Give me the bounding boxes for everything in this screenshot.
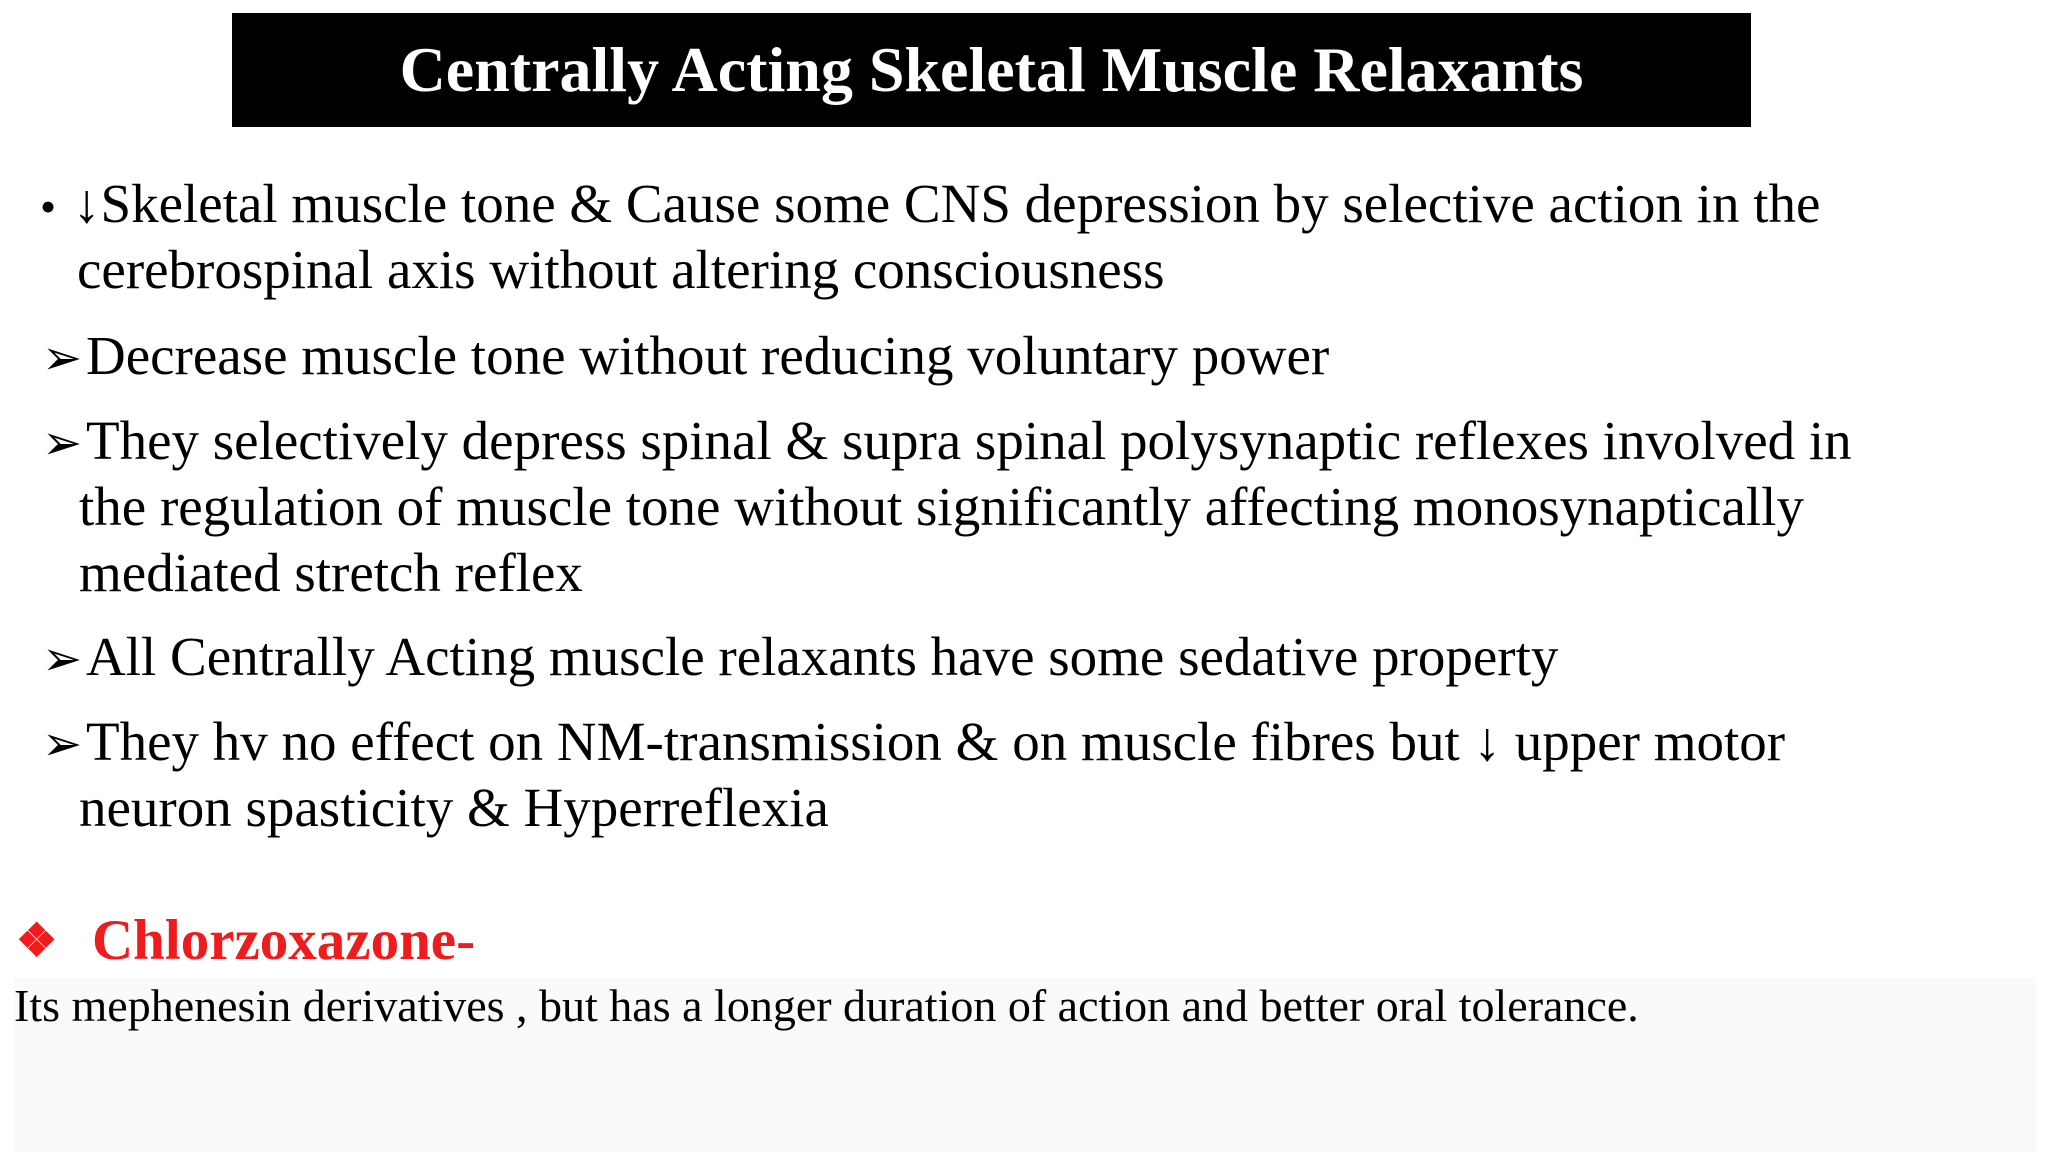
bullet-text: All Centrally Acting muscle relaxants have some sedative property	[86, 626, 1559, 687]
section-description: Its mephenesin derivatives , but has a longer duration of action and better oral tolerance.	[14, 980, 1639, 1031]
bullet-item-2	[42, 323, 1329, 389]
bullet-text: mediated stretch reflex	[79, 542, 583, 603]
four-diamond-icon: ❖	[16, 915, 58, 966]
bullet-dot-icon: •	[40, 181, 57, 232]
bullet-text: neuron spasticity & Hyperreflexia	[79, 777, 829, 838]
arrowhead-bullet-icon: ➢	[42, 718, 83, 771]
title-bar	[232, 13, 1751, 127]
bullet-text: ↓Skeletal muscle tone & Cause some CNS depression by selective action in the	[73, 173, 1821, 234]
bullet-text: They hv no effect on NM-transmission & on muscle fibres but ↓ upper motor	[86, 711, 1786, 772]
section-heading	[16, 906, 475, 976]
arrowhead-bullet-icon: ➢	[42, 633, 83, 686]
bullet-text: the regulation of muscle tone without significantly affecting monosynaptically	[79, 476, 1804, 537]
bullet-text: They selectively depress spinal & supra spinal polysynaptic reflexes involved in	[86, 410, 1852, 471]
arrowhead-bullet-icon: ➢	[42, 332, 83, 385]
bullet-item-3	[42, 408, 1852, 606]
slide-title: Centrally Acting Skeletal Muscle Relaxants	[399, 34, 1584, 105]
section-heading-text: Chlorzoxazone-	[92, 909, 476, 972]
bullet-text: Decrease muscle tone without reducing voluntary power	[86, 325, 1330, 386]
bullet-item-4	[42, 624, 1558, 690]
bullet-text: cerebrospinal axis without altering consciousness	[77, 239, 1165, 300]
bullet-item-1	[40, 171, 1820, 303]
bullet-item-5	[42, 709, 1785, 841]
arrowhead-bullet-icon: ➢	[42, 417, 83, 470]
